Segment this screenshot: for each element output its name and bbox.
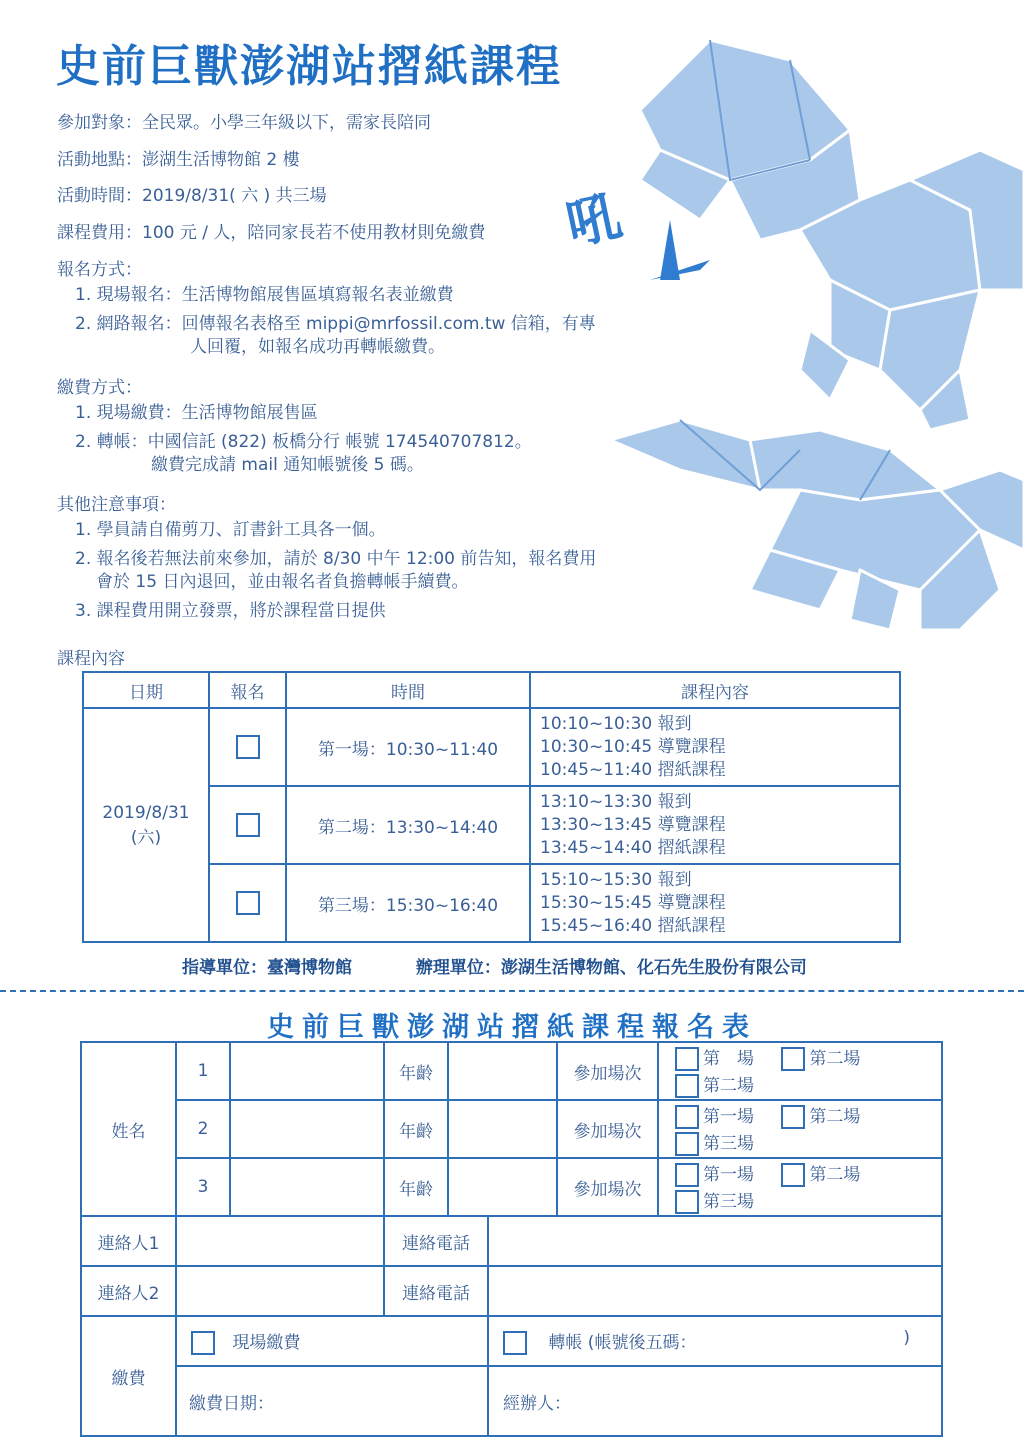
audience-info: 參加對象：全民眾。小學三年級以下，需家長陪同 (57, 113, 431, 133)
participant-3-name-field[interactable] (230, 1158, 384, 1216)
participant-3-option-3[interactable] (675, 1187, 754, 1214)
payment-item-2-line2: 繳費完成請 mail 通知帳號後 5 碼。 (151, 455, 424, 475)
session-1-line: 10:10~10:30 報到 (540, 713, 692, 734)
checkbox[interactable] (781, 1105, 805, 1129)
session-3-content (530, 864, 900, 942)
roar-text: 吼 (560, 183, 627, 257)
register-item-2-line2: 人回覆，如報名成功再轉帳繳費。 (190, 337, 445, 357)
participant-1-age-field[interactable] (448, 1042, 557, 1100)
participant-2-name-field[interactable] (230, 1100, 384, 1158)
participant-1-session-options (658, 1042, 942, 1100)
participant-3-option-1[interactable] (675, 1160, 754, 1187)
session-1-time: 第一場：10:30~11:40 (286, 708, 530, 786)
checkbox[interactable] (781, 1163, 805, 1187)
session-2-line: 13:30~13:45 導覽課程 (540, 814, 726, 835)
payment-item-2-line1: 2. 轉帳：中國信託 (822) 板橋分行 帳號 174540707812。 (75, 432, 532, 452)
session-1-line: 10:30~10:45 導覽課程 (540, 736, 726, 757)
handler-label: 經辦人： (503, 1393, 571, 1414)
checkbox[interactable] (675, 1163, 699, 1187)
contact-2-phone-field[interactable] (488, 1266, 942, 1316)
session-1-checkbox[interactable] (236, 735, 260, 759)
cut-line (0, 990, 1024, 992)
col-time: 時間 (286, 672, 530, 708)
fee-info: 課程費用：100 元 / 人，陪同家長若不使用教材則免繳費 (57, 223, 486, 243)
location-info: 活動地點：澎湖生活博物館 2 樓 (57, 150, 300, 170)
notes-item-2-line1: 2. 報名後若無法前來參加，請於 8/30 中午 12:00 前告知，報名費用 (75, 549, 597, 569)
participant-3-no: 3 (176, 1158, 230, 1216)
option-label: 第一場 (703, 1165, 754, 1185)
participant-2-option-1[interactable] (675, 1102, 754, 1129)
participant-3-age-field[interactable] (448, 1158, 557, 1216)
payment-item-1: 1. 現場繳費：生活博物館展售區 (75, 403, 318, 423)
origami-dinosaur-illustration (560, 30, 1024, 640)
session-2-line: 13:10~13:30 報到 (540, 791, 692, 812)
participant-3-option-2[interactable] (781, 1160, 860, 1187)
participant-3-age-label: 年齡 (384, 1158, 448, 1216)
option-label: 第二場 (809, 1107, 861, 1127)
participant-2-no: 2 (176, 1100, 230, 1158)
pay-transfer-option[interactable] (488, 1316, 942, 1366)
schedule-table (82, 671, 901, 943)
notes-heading: 其他注意事項： (57, 495, 176, 515)
participant-2-age-field[interactable] (448, 1100, 557, 1158)
checkbox[interactable] (675, 1047, 699, 1071)
participant-3-session-options (658, 1158, 942, 1216)
session-3-time: 第三場：15:30~16:40 (286, 864, 530, 942)
checkbox[interactable] (675, 1074, 699, 1098)
registration-form (80, 1041, 943, 1437)
pay-transfer-label: 轉帳 (帳號後五碼： (548, 1332, 697, 1353)
notes-item-3: 3. 課程費用開立發票，將於課程當日提供 (75, 601, 386, 621)
session-2-time: 第二場：13:30~14:40 (286, 786, 530, 864)
name-label: 姓名 (81, 1042, 176, 1216)
form-title: 史前巨獸澎湖站摺紙課程報名表 (267, 1012, 757, 1043)
pay-onsite-checkbox[interactable] (191, 1331, 215, 1355)
pay-date-field[interactable] (176, 1366, 488, 1436)
col-content: 課程內容 (530, 672, 900, 708)
participant-3-session-label: 參加場次 (557, 1158, 658, 1216)
participant-1-name-field[interactable] (230, 1042, 384, 1100)
organizer-unit: 辦理單位：澎湖生活博物館、化石先生股份有限公司 (415, 958, 807, 978)
contact-1-phone-field[interactable] (488, 1216, 942, 1266)
col-signup: 報名 (209, 672, 286, 708)
participant-1-option-1[interactable] (675, 1044, 754, 1071)
option-label: 第二場 (809, 1049, 861, 1069)
schedule-label: 課程內容 (57, 649, 125, 669)
option-label: 第 場 (703, 1049, 754, 1069)
session-3-signup (209, 864, 286, 942)
guide-unit: 指導單位：臺灣博物館 (182, 958, 352, 978)
session-2-signup (209, 786, 286, 864)
participant-1-option-3[interactable] (675, 1071, 754, 1098)
session-3-checkbox[interactable] (236, 891, 260, 915)
pay-transfer-checkbox[interactable] (503, 1331, 527, 1355)
notes-item-2-line2: 會於 15 日內退回，並由報名者負擔轉帳手續費。 (96, 572, 469, 592)
option-label: 第二場 (809, 1165, 861, 1185)
participant-2-age-label: 年齡 (384, 1100, 448, 1158)
pay-date-label: 繳費日期： (189, 1393, 274, 1414)
session-1-line: 10:45~11:40 摺紙課程 (540, 759, 726, 780)
contact-1-label: 連絡人1 (81, 1216, 176, 1266)
session-date-line1: 2019/8/31 (102, 802, 190, 823)
contact-2-field[interactable] (176, 1266, 384, 1316)
checkbox[interactable] (675, 1132, 699, 1156)
session-1-content (530, 708, 900, 786)
participant-2-option-3[interactable] (675, 1129, 754, 1156)
notes-item-1: 1. 學員請自備剪刀、訂書針工具各一個。 (75, 520, 386, 540)
contact-2-phone-label: 連絡電話 (384, 1266, 488, 1316)
option-label: 第一場 (703, 1107, 754, 1127)
session-3-line: 15:30~15:45 導覽課程 (540, 892, 726, 913)
session-3-line: 15:10~15:30 報到 (540, 869, 692, 890)
handler-field[interactable] (488, 1366, 942, 1436)
register-item-1: 1. 現場報名：生活博物館展售區填寫報名表並繳費 (75, 285, 454, 305)
sponsor-line (182, 953, 807, 978)
participant-1-option-2[interactable] (781, 1044, 860, 1071)
option-label: 第三場 (703, 1134, 754, 1154)
session-2-content (530, 786, 900, 864)
contact-2-label: 連絡人2 (81, 1266, 176, 1316)
session-date-line2: (六) (130, 827, 162, 848)
participant-1-session-label: 參加場次 (557, 1042, 658, 1100)
pay-onsite-option[interactable] (176, 1316, 488, 1366)
col-date: 日期 (83, 672, 209, 708)
register-heading: 報名方式： (57, 260, 142, 280)
contact-1-phone-label: 連絡電話 (384, 1216, 488, 1266)
pay-transfer-close: ) (903, 1327, 910, 1348)
checkbox[interactable] (675, 1190, 699, 1214)
session-2-checkbox[interactable] (236, 813, 260, 837)
payment-item-2 (75, 431, 532, 477)
register-item-2 (75, 313, 596, 359)
session-2-line: 13:45~14:40 摺紙課程 (540, 837, 726, 858)
notes-item-2 (75, 548, 596, 594)
participant-1-age-label: 年齡 (384, 1042, 448, 1100)
payment-label: 繳費 (81, 1316, 176, 1436)
participant-2-session-label: 參加場次 (557, 1100, 658, 1158)
option-label: 第三場 (703, 1192, 754, 1212)
page-title: 史前巨獸澎湖站摺紙課程 (56, 41, 562, 92)
session-date (83, 708, 209, 942)
participant-2-session-options (658, 1100, 942, 1158)
session-3-line: 15:45~16:40 摺紙課程 (540, 915, 726, 936)
option-label: 第二場 (703, 1076, 754, 1096)
participant-1-no: 1 (176, 1042, 230, 1100)
contact-1-field[interactable] (176, 1216, 384, 1266)
time-info: 活動時間：2019/8/31( 六 ) 共三場 (57, 186, 327, 206)
participant-2-option-2[interactable] (781, 1102, 860, 1129)
payment-heading: 繳費方式： (57, 378, 142, 398)
checkbox[interactable] (781, 1047, 805, 1071)
session-1-signup (209, 708, 286, 786)
checkbox[interactable] (675, 1105, 699, 1129)
register-item-2-line1: 2. 網路報名：回傳報名表格至 mippi@mrfossil.com.tw 信箱，有專 (75, 314, 596, 334)
pay-onsite-label: 現場繳費 (232, 1332, 301, 1353)
